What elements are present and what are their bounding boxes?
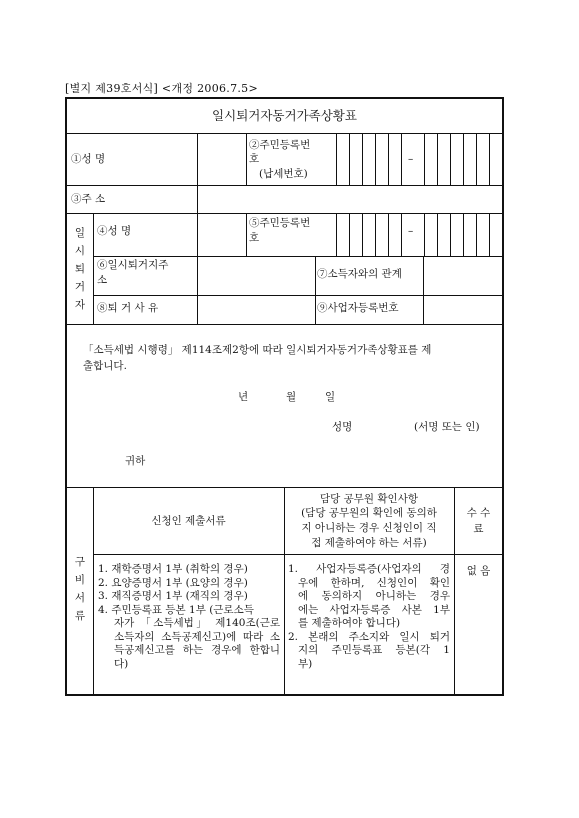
row5-bottom-rule (93, 295, 502, 296)
rrn-box-divider (437, 133, 438, 185)
relation-label: ⑦소득자와의 관계 (317, 268, 402, 280)
applicant-documents-list (98, 563, 280, 671)
family-row-divider (197, 213, 198, 256)
rrn-box-divider (424, 133, 425, 185)
date-year-label: 년 (238, 391, 249, 403)
rrn-dash: – (408, 153, 414, 165)
row1-divider (336, 133, 337, 185)
taxpayer-rrn-label: 호 (249, 153, 260, 165)
family-row-divider (246, 213, 247, 256)
family-status-form (65, 97, 504, 696)
family-rrn-box-divider (489, 213, 490, 256)
list-item: 2. 요양증명서 1부 (요양의 경우) (98, 576, 248, 589)
family-rrn-box-divider (450, 213, 451, 256)
family-row-divider (315, 256, 316, 324)
family-section-divider (93, 213, 94, 324)
signer-label: 성명 (332, 421, 353, 433)
list-item: 에는 사업자등록증 사본 1부 (298, 603, 450, 616)
list-item: 에 동의하지 아니하는 경우 (298, 590, 450, 602)
family-rrn-box-divider (362, 213, 363, 256)
fee-value: 없 음 (466, 565, 491, 577)
list-item: 1. 재학증명서 1부 (취학의 경우) (98, 563, 248, 575)
family-rrn-box-divider (476, 213, 477, 256)
family-rrn-dash: – (408, 225, 414, 237)
list-item: 자가 「소득세법」 제140조(근로 (114, 617, 280, 629)
family-rrn-box-divider (463, 213, 464, 256)
family-rrn-box-divider (401, 213, 402, 256)
temp-address-label: 소 (97, 274, 108, 286)
list-item: 4. 주민등록표 등본 1부 (근로소득 (98, 603, 254, 616)
form-reference-note: [별지 제39호서식] <개정 2006.7.5> (65, 82, 258, 95)
rrn-box-divider (450, 133, 451, 185)
list-item: 2. 본래의 주소지와 일시 퇴거 (288, 630, 450, 643)
signature-note: (서명 또는 인) (414, 421, 480, 433)
family-row-divider (423, 256, 424, 324)
family-name-label: ④성 명 (97, 225, 132, 237)
recipient-suffix: 귀하 (125, 455, 146, 467)
business-number-label: ⑨사업자등록번호 (317, 302, 399, 314)
declaration-text: 「소득세법 시행령」 제114조제2항에 따라 일시퇴거자동거가족상황표를 제 (83, 344, 432, 356)
date-day-label: 일 (325, 391, 336, 403)
list-item: 다) (114, 657, 129, 670)
list-item: 3. 재직증명서 1부 (재직의 경우) (98, 590, 248, 602)
rrn-box-divider (489, 133, 490, 185)
list-item: 지의 주민등록표 등본(각 1 (298, 644, 450, 656)
rrn-box-divider (362, 133, 363, 185)
row1-bottom-rule (67, 185, 502, 186)
temp-address-label: ⑥일시퇴거지주 (97, 259, 169, 271)
family-rrn-box-divider (388, 213, 389, 256)
family-rrn-box-divider (424, 213, 425, 256)
family-section-bottom-rule (67, 324, 502, 325)
fee-header: 수 수 료 (466, 507, 491, 535)
family-row-divider (197, 256, 198, 324)
list-item: 소득자의 소득공제신고)에 따라 소 (114, 630, 280, 643)
family-section-label: 일 시 퇴 거 자 (74, 227, 86, 311)
documents-header-rule (93, 554, 502, 555)
list-item: 1. 사업자등록증(사업자의 경 (288, 563, 450, 575)
rrn-box-divider (401, 133, 402, 185)
declaration-text: 출합니다. (83, 360, 127, 372)
taxpayer-name-label: ①성 명 (71, 153, 106, 165)
family-rrn-box-divider (437, 213, 438, 256)
rrn-box-divider (375, 133, 376, 185)
rrn-box-divider (349, 133, 350, 185)
family-row-divider (336, 213, 337, 256)
rrn-box-divider (463, 133, 464, 185)
taxpayer-tax-number-label: (납세번호) (259, 168, 308, 180)
reason-label: ⑧퇴 거 사 유 (97, 302, 159, 314)
row1-divider (197, 133, 198, 185)
address-divider (197, 185, 198, 213)
taxpayer-rrn-label: ②주민등록번 (249, 139, 311, 151)
applicant-documents-header: 신청인 제출서류 (151, 515, 226, 527)
family-rrn-box-divider (349, 213, 350, 256)
list-item: 득공제신고를 하는 경우에 한합니 (114, 644, 280, 656)
list-item: 를 제출하여야 합니다) (298, 617, 401, 629)
list-item: 우에 한하며, 신청인이 확인 (298, 576, 450, 589)
official-check-header: 담당 공무원 확인사항 (담당 공무원의 확인에 동의하 지 아니하는 경우 신청인이 직 접 제출하여야 하는 서류) (301, 493, 437, 549)
family-rrn-label: 호 (249, 232, 260, 244)
official-documents-list (288, 563, 450, 671)
rrn-box-divider (388, 133, 389, 185)
documents-section-label: 구 비 서 류 (74, 556, 86, 622)
date-month-label: 월 (286, 391, 297, 403)
form-title: 일시퇴거자동거가족상황표 (212, 108, 357, 123)
rrn-box-divider (476, 133, 477, 185)
family-rrn-box-divider (375, 213, 376, 256)
list-item: 부) (298, 657, 313, 670)
row1-divider (246, 133, 247, 185)
taxpayer-address-label: ③주 소 (71, 193, 106, 205)
row4-bottom-rule (93, 256, 502, 257)
family-rrn-label: ⑤주민등록번 (249, 217, 311, 229)
